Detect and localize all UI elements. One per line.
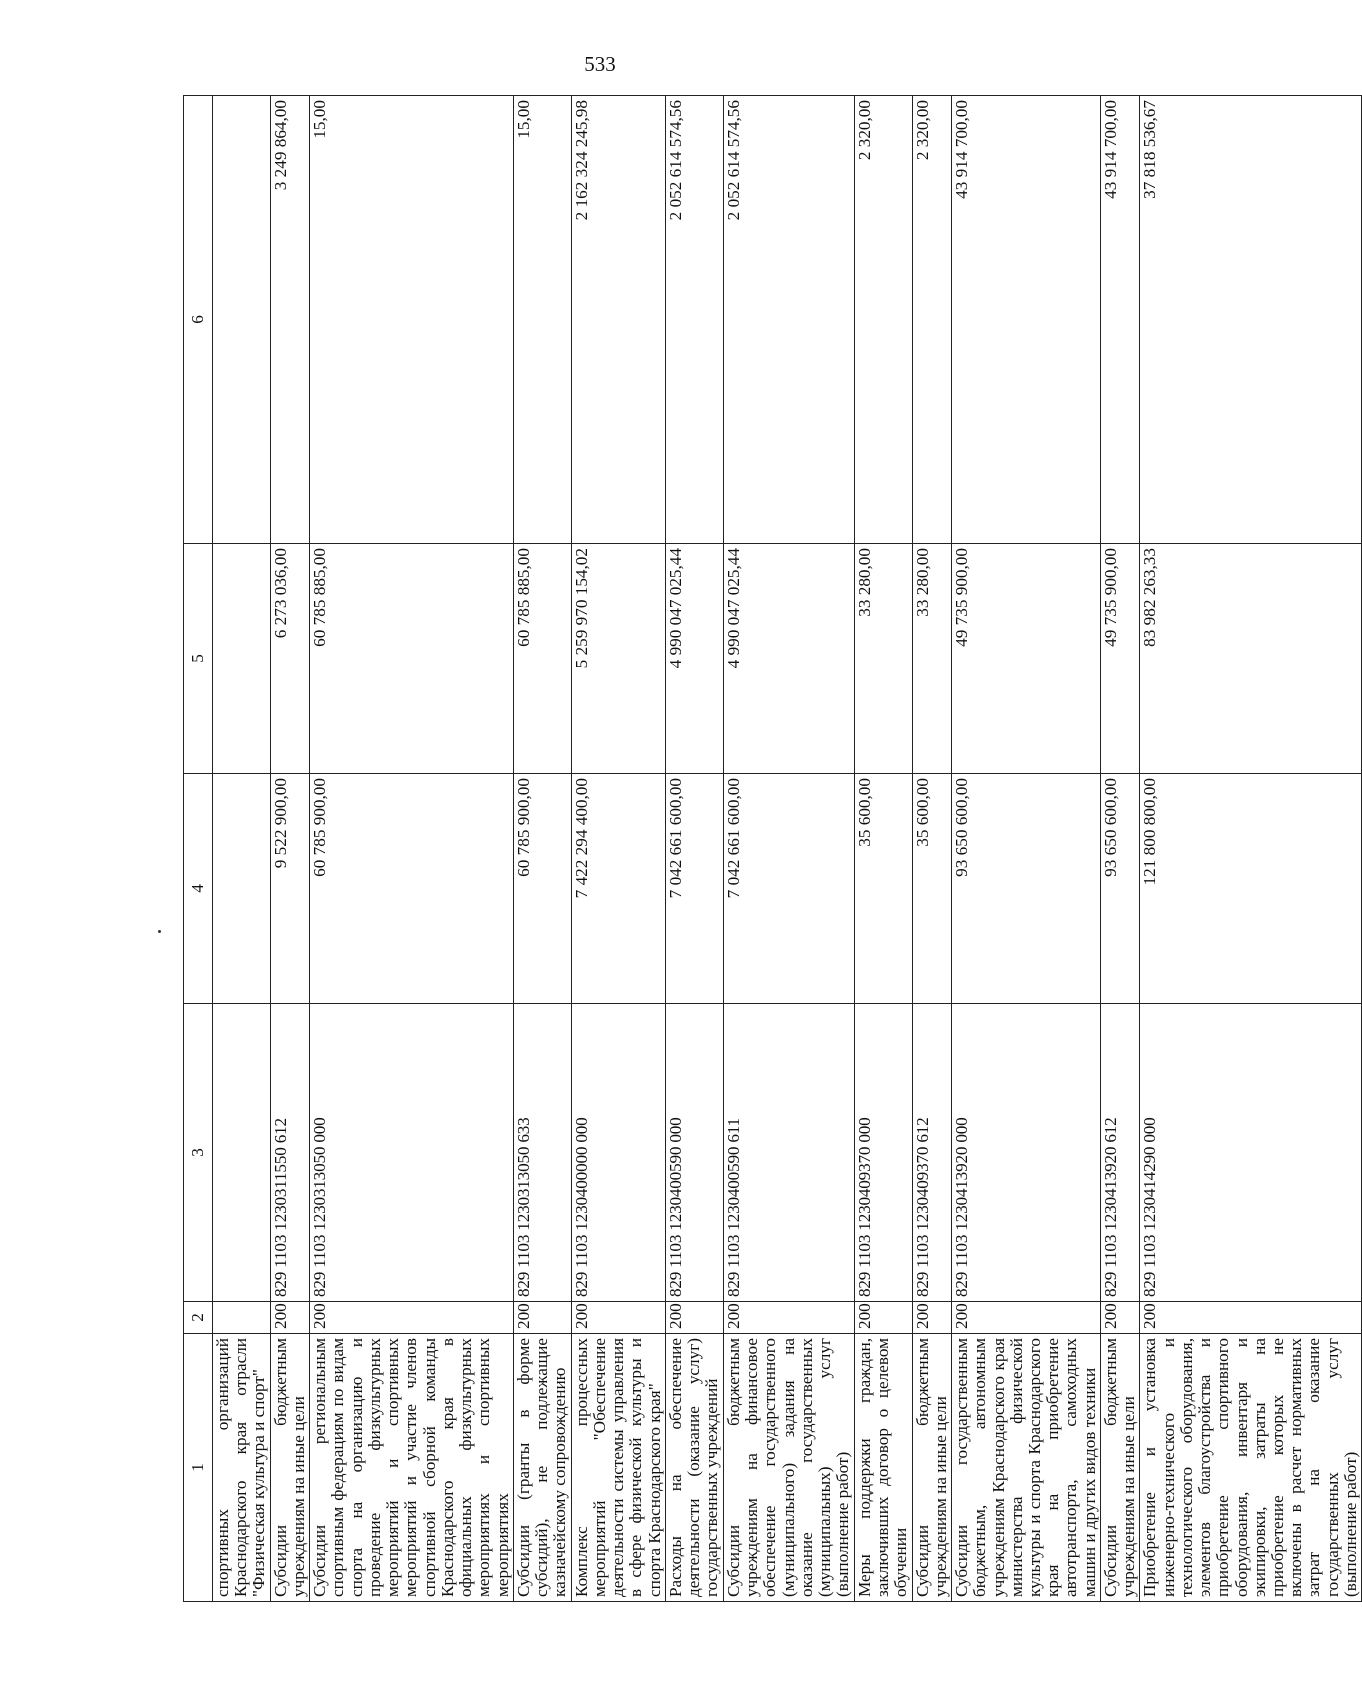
rotated-table-container [183, 96, 1360, 1602]
row-code: 200 [854, 1302, 912, 1334]
row-value-5: 60 785 885,00 [513, 544, 571, 774]
table-row [723, 96, 854, 1602]
table-row [213, 96, 271, 1602]
row-value-6: 37 818 536,67 [1140, 96, 1362, 544]
row-value-6 [213, 96, 271, 544]
row-value-6: 15,00 [513, 96, 571, 544]
row-name: Субсидии бюджетным учреждениям на иные цели [1100, 1334, 1139, 1602]
row-value-5: 33 280,00 [912, 544, 951, 774]
row-code: 200 [665, 1302, 723, 1334]
column-header: 4 [184, 774, 213, 1004]
row-code: 200 [952, 1302, 1101, 1334]
row-value-5: 49 735 900,00 [952, 544, 1101, 774]
row-name: Субсидии бюджетным учреждениям на иные цели [912, 1334, 951, 1602]
row-value-6: 43 914 700,00 [952, 96, 1101, 544]
row-value-6: 2 320,00 [912, 96, 951, 544]
row-code: 200 [912, 1302, 951, 1334]
table-row [571, 96, 665, 1602]
row-value-4: 60 785 900,00 [310, 774, 514, 1004]
row-code: 200 [723, 1302, 854, 1334]
scan-speck [158, 930, 161, 933]
row-name: Субсидии бюджетным учреждениям на финансовое обеспечение государственного (муниципального) задания на оказание государственных (муниципальных) услуг (выполнение работ) [723, 1334, 854, 1602]
table-row [513, 96, 571, 1602]
row-value-5: 60 785 885,00 [310, 544, 514, 774]
row-name: Субсидии (гранты в форме субсидий), не подлежащие казначейскому сопровождению [513, 1334, 571, 1602]
row-name: Приобретение и установка инженерно-технического и технологического оборудования, элементов благоустройства и приобретение спортивного оборудования, инвентаря и экипировки, затраты на приобретение которых не включены в расчет нормативных затрат на оказание государственных услуг (выполнение работ) [1140, 1334, 1362, 1602]
table-row [310, 96, 514, 1602]
row-classification: 829 1103 1230413920 000 [952, 1004, 1101, 1302]
row-name: спортивных организаций Краснодарского края отрасли "Физическая культура и спорт" [213, 1334, 271, 1602]
row-value-6: 2 320,00 [854, 96, 912, 544]
row-value-5 [213, 544, 271, 774]
row-value-4 [213, 774, 271, 1004]
table-row [912, 96, 951, 1602]
row-code [213, 1302, 271, 1334]
row-value-5: 83 982 263,33 [1140, 544, 1362, 774]
row-classification: 829 1103 1230400000 000 [571, 1004, 665, 1302]
row-value-4: 35 600,00 [854, 774, 912, 1004]
row-value-4: 35 600,00 [912, 774, 951, 1004]
row-classification: 829 1103 1230400590 000 [665, 1004, 723, 1302]
row-value-6: 43 914 700,00 [1100, 96, 1139, 544]
row-value-4: 60 785 900,00 [513, 774, 571, 1004]
table-row [1140, 96, 1362, 1602]
row-classification: 829 1103 1230413920 612 [1100, 1004, 1139, 1302]
row-value-4: 7 042 661 600,00 [665, 774, 723, 1004]
table-row [270, 96, 309, 1602]
page-number: 533 [584, 52, 616, 76]
row-value-6: 2 052 614 574,56 [723, 96, 854, 544]
row-value-4: 7 042 661 600,00 [723, 774, 854, 1004]
row-value-5: 33 280,00 [854, 544, 912, 774]
row-value-4: 7 422 294 400,00 [571, 774, 665, 1004]
row-value-5: 4 990 047 025,44 [723, 544, 854, 774]
row-value-6: 2 052 614 574,56 [665, 96, 723, 544]
row-classification: 829 1103 1230313050 633 [513, 1004, 571, 1302]
row-value-6: 3 249 864,00 [270, 96, 309, 544]
row-classification: 829 1103 1230313050 000 [310, 1004, 514, 1302]
column-header: 2 [184, 1302, 213, 1334]
column-header: 1 [184, 1334, 213, 1602]
row-code: 200 [1100, 1302, 1139, 1334]
row-value-4: 93 650 600,00 [952, 774, 1101, 1004]
rotated-table-frame [183, 96, 1360, 1602]
table-row [854, 96, 912, 1602]
row-name: Субсидии государственным бюджетным, автономным учреждениям Краснодарского края министерства физической культуры и спорта Краснодарского края на приобретение автотранспорта, самоходных машин и других видов техники [952, 1334, 1101, 1602]
row-code: 200 [310, 1302, 514, 1334]
row-classification: 829 1103 1230311550 612 [270, 1004, 309, 1302]
row-value-5: 4 990 047 025,44 [665, 544, 723, 774]
row-value-5: 49 735 900,00 [1100, 544, 1139, 774]
row-value-4: 93 650 600,00 [1100, 774, 1139, 1004]
column-header: 5 [184, 544, 213, 774]
row-name: Меры поддержки граждан, заключивших договор о целевом обучении [854, 1334, 912, 1602]
row-value-4: 9 522 900,00 [270, 774, 309, 1004]
table-row [1100, 96, 1139, 1602]
row-name: Расходы на обеспечение деятельности (оказание услуг) государственных учреждений [665, 1334, 723, 1602]
column-header: 6 [184, 96, 213, 544]
row-classification: 829 1103 1230400590 611 [723, 1004, 854, 1302]
row-value-6: 2 162 324 245,98 [571, 96, 665, 544]
table-row [665, 96, 723, 1602]
row-name: Субсидии бюджетным учреждениям на иные цели [270, 1334, 309, 1602]
row-value-5: 5 259 970 154,02 [571, 544, 665, 774]
table-header-row [184, 96, 213, 1602]
row-classification [213, 1004, 271, 1302]
budget-table [183, 95, 1362, 1602]
row-name: Субсидии региональным спортивным федерациям по видам спорта на организацию и проведение физкультурных мероприятий и спортивных мероприятий и участие членов спортивной сборной команды Краснодарского края в официальных физкультурных мероприятиях и спортивных мероприятиях [310, 1334, 514, 1602]
row-value-4: 121 800 800,00 [1140, 774, 1362, 1004]
row-value-6: 15,00 [310, 96, 514, 544]
column-header: 3 [184, 1004, 213, 1302]
row-code: 200 [1140, 1302, 1362, 1334]
row-code: 200 [270, 1302, 309, 1334]
row-value-5: 6 273 036,00 [270, 544, 309, 774]
row-name: Комплекс процессных мероприятий "Обеспечение деятельности системы управления в сфере физической культуры и спорта Краснодарского края" [571, 1334, 665, 1602]
row-classification: 829 1103 1230414290 000 [1140, 1004, 1362, 1302]
row-classification: 829 1103 1230409370 000 [854, 1004, 912, 1302]
row-code: 200 [513, 1302, 571, 1334]
row-classification: 829 1103 1230409370 612 [912, 1004, 951, 1302]
table-row [952, 96, 1101, 1602]
row-code: 200 [571, 1302, 665, 1334]
